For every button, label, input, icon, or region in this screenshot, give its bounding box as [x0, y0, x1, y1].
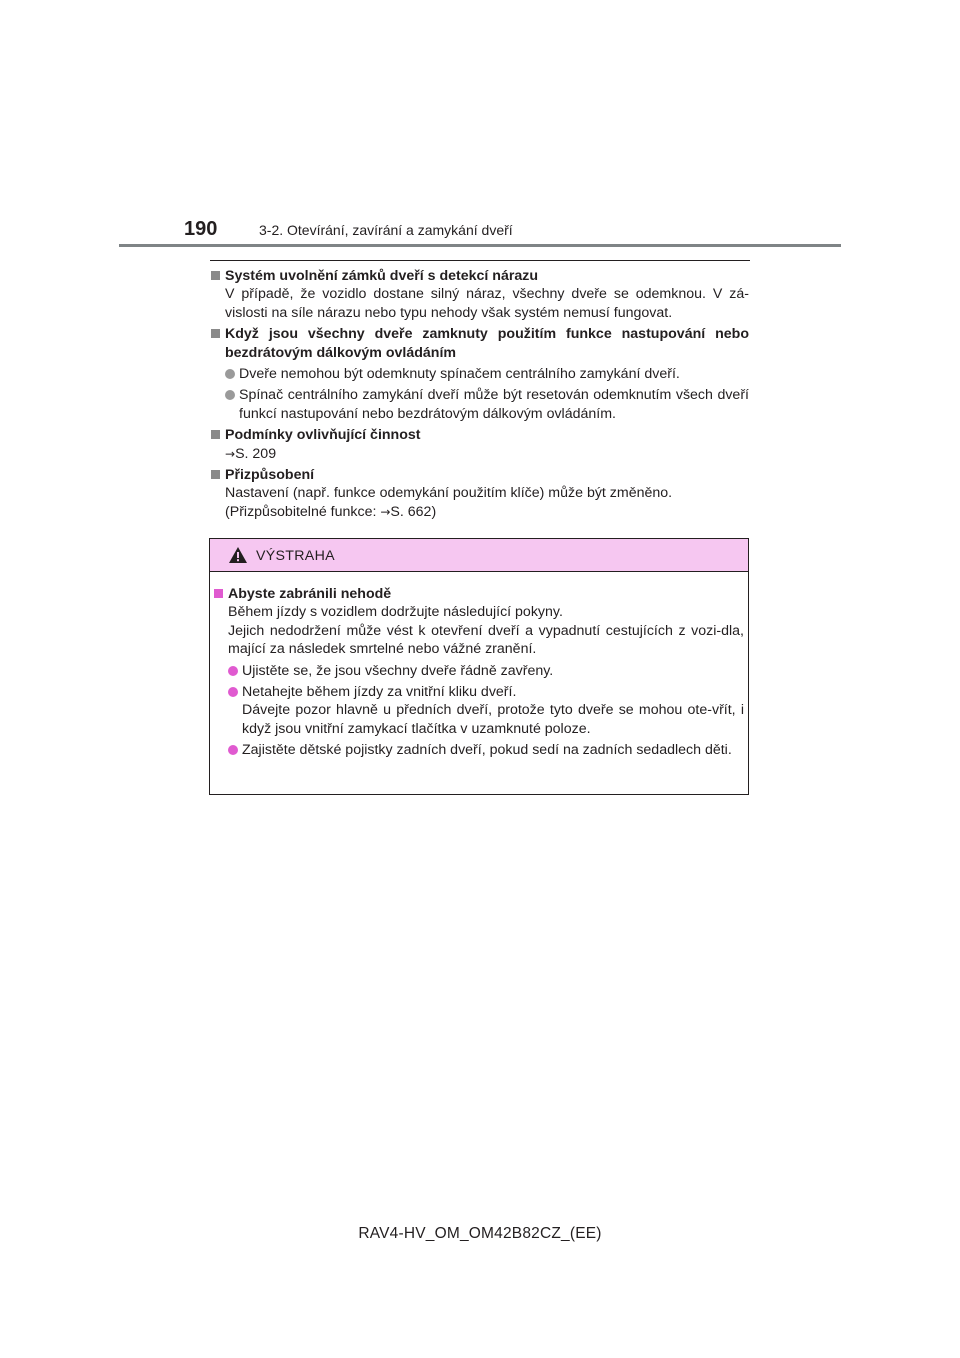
square-bullet-icon: [211, 329, 220, 338]
section-text: Nastavení (např. funkce odemykání použitím klíče) může být změněno.: [225, 485, 673, 502]
arrow-icon: →: [225, 446, 236, 461]
section-heading: Systém uvolnění zámků dveří s detekcí nárazu: [225, 268, 539, 284]
section-title: 3-2. Otevírání, zavírání a zamykání dveří: [259, 222, 513, 238]
warning-triangle-icon: [228, 546, 248, 564]
section-heading: Podmínky ovlivňující činnost: [225, 427, 421, 444]
round-bullet-icon: [225, 369, 235, 379]
warning-heading: Abyste zabránili nehodě: [228, 586, 392, 602]
section-heading: Když jsou všechny dveře zamknuty použitím funkce nastupování nebo bezdrátovým dálkovým ovládáním: [225, 326, 749, 361]
warning-header: [210, 539, 748, 572]
section-crash-unlock: [211, 267, 749, 322]
reference-prefix: (Přizpůsobitelné funkce:: [225, 503, 381, 520]
list-item: [214, 683, 744, 738]
round-bullet-icon: [228, 687, 238, 697]
square-bullet-icon: [211, 430, 220, 439]
square-bullet-icon: [211, 470, 220, 479]
list-item-text: Ujistěte se, že jsou všechny dveře řádně zavřeny.: [242, 662, 554, 679]
content-rule: [210, 260, 750, 261]
section-conditions: [211, 426, 749, 463]
round-bullet-icon: [225, 390, 235, 400]
list-item-text: Dveře nemohou být odemknuty spínačem centrálního zamykání dveří.: [239, 366, 680, 383]
footer-doc-code: RAV4-HV_OM_OM42B82CZ_(EE): [358, 1225, 602, 1242]
page-reference: [211, 445, 749, 463]
round-bullet-icon: [228, 745, 238, 755]
list-item: [211, 386, 749, 423]
round-bullet-icon: [228, 666, 238, 676]
list-item-text: Netahejte během jízdy za vnitřní kliku dveří.: [242, 684, 517, 701]
warning-body: [214, 585, 744, 763]
list-item-text: Zajistěte dětské pojistky zadních dveří, pokud sedí na zadních sedadlech děti.: [242, 742, 732, 759]
reference-text: S. 209: [235, 445, 277, 462]
square-bullet-icon: [211, 271, 220, 280]
main-content: [211, 267, 749, 524]
warning-box: [209, 538, 749, 795]
warning-title: VÝSTRAHA: [256, 548, 335, 564]
list-item-text: Spínač centrálního zamykání dveří může být resetován odemknutím všech dveří funkcí nastupování nebo bezdrátovým dálkovým ovládáním.: [239, 387, 749, 422]
page-number: 190: [184, 218, 218, 240]
page-reference: [211, 503, 749, 521]
square-bullet-icon: [214, 589, 223, 598]
reference-text: S. 662): [390, 503, 437, 520]
section-customization: [211, 466, 749, 521]
warning-text: Jejich nedodržení může vést k otevření dveří a vypadnutí cestujících z vozi-dla, mající za následek smrtelné nebo vážné zranění.: [228, 622, 744, 658]
section-heading: Přizpůsobení: [225, 467, 315, 484]
list-item: [211, 365, 749, 383]
section-text: V případě, že vozidlo dostane silný náraz, všechny dveře se odemknou. V zá-vislosti na síle nárazu nebo typu nehody však systém nemusí fungovat.: [225, 286, 749, 321]
warning-text: Během jízdy s vozidlem dodržujte následující pokyny.: [228, 604, 563, 621]
arrow-icon: →: [380, 504, 391, 519]
section-all-doors-locked: [211, 325, 749, 423]
list-item-text: Dávejte pozor hlavně u předních dveří, protože tyto dveře se mohou ote-vřít, i když jsou vnitřní zamykací tlačítka v uzamknuté poloze.: [242, 702, 744, 737]
list-item: [214, 662, 744, 680]
header-rule: [119, 244, 841, 247]
list-item: [214, 741, 744, 759]
